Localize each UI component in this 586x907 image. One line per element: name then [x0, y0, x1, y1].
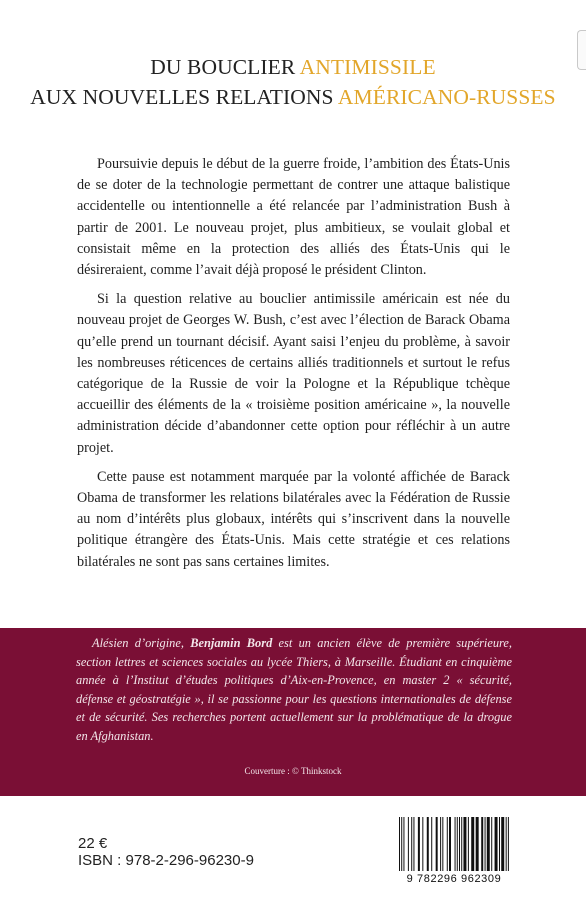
- barcode-bar: [481, 817, 483, 871]
- bio-text: est un ancien élève de première supérieure, section lettres et sciences sociales au lycée Thiers, à Marseille. Étudiant en cinquième année à l’Institut d’études politiques d’Aix-en-Provence, en master 2 « sécurité, défense et géostratégie », il se passionne pour les questions internationales de défense et de sécurité. Ses recherches portent actuellement sur la problématique de la drogue en Afghanistan.: [76, 636, 512, 743]
- barcode-bar: [457, 817, 458, 871]
- barcode-bar: [487, 817, 490, 871]
- title-line-2-accent: AMÉRICANO-RUSSES: [337, 85, 556, 109]
- barcode-bar: [455, 817, 456, 871]
- book-title: [0, 52, 586, 112]
- barcode-bar: [399, 817, 400, 871]
- title-line-2-plain: AUX NOUVELLES RELATIONS: [30, 85, 338, 109]
- barcode-bar: [401, 817, 402, 871]
- barcode-bar: [447, 817, 448, 871]
- barcode-bar: [449, 817, 451, 871]
- barcode-bar: [403, 817, 404, 871]
- barcode-bar: [422, 817, 423, 871]
- barcode-bar: [508, 817, 509, 871]
- barcode-digits: 9 782296 962309: [406, 873, 502, 885]
- barcode-bars: [399, 817, 509, 873]
- barcode-bar: [461, 817, 462, 871]
- barcode-bar: [468, 817, 469, 871]
- summary-paragraph: Cette pause est notamment marquée par la volonté affichée de Barack Obama de transformer les relations bilatérales avec la Fédération de Russie au nom d’intérêts plus globaux, intérêts qui s’inscrivent dans la nouvelle politique étrangère des États-Unis. Mais cette stratégie et ces relations bilatérales ne sont pas sans certaines limites.: [77, 468, 510, 570]
- barcode-bar: [436, 817, 438, 871]
- isbn: ISBN : 978-2-296-96230-9: [78, 852, 254, 869]
- title-line-1: [0, 52, 586, 82]
- price: 22 €: [78, 835, 108, 852]
- barcode-bar: [495, 817, 498, 871]
- author-bio: [76, 634, 512, 745]
- bio-lead: Alésien d’origine,: [92, 636, 191, 650]
- barcode: [394, 817, 514, 885]
- cover-credit: Couverture : © Thinkstock: [244, 766, 342, 776]
- barcode-bar: [431, 817, 432, 871]
- barcode-bar: [499, 817, 500, 871]
- barcode-bar: [463, 817, 466, 871]
- barcode-bar: [501, 817, 504, 871]
- title-line-1-plain: DU BOUCLIER: [150, 55, 300, 79]
- summary-text: [77, 154, 510, 581]
- barcode-bar: [485, 817, 486, 871]
- barcode-bar: [506, 817, 507, 871]
- title-line-2: [0, 82, 586, 112]
- author-name: Benjamin Bord: [190, 636, 273, 650]
- title-line-1-accent: ANTIMISSILE: [299, 55, 436, 79]
- barcode-bar: [418, 817, 420, 871]
- barcode-bar: [440, 817, 441, 871]
- barcode-bar: [427, 817, 429, 871]
- barcode-bar: [413, 817, 414, 871]
- summary-paragraph: Si la question relative au bouclier antimissile américain est née du nouveau projet de Georges W. Bush, c’est avec l’élection de Barack Obama qu’elle prend un tournant décisif. Ayant saisi l’enjeu du problème, à savoir les nombreuses réticences de certains alliés traditionnels et surtout le refus catégorique de la Russie de voir la Pologne et la République tchèque accueillir des éléments de la « troisième position américaine », la nouvelle administration décide d’abandonner cette option pour réfléchir à un autre projet.: [77, 291, 510, 456]
- barcode-bar: [471, 817, 474, 871]
- barcode-bar: [491, 817, 492, 871]
- barcode-bar: [408, 817, 409, 871]
- summary-paragraph: Poursuivie depuis le début de la guerre froide, l’ambition des États-Unis de se doter de la technologie permettant de contrer une attaque balistique accidentelle ou intentionnelle a été relancée par l’administration Bush à partir de 2001. Le nouveau projet, plus ambitieux, se voulait global et consistait même en la protection des alliés des États-Unis qui le désireraient, comme l’avait déjà proposé le président Clinton.: [77, 156, 510, 279]
- barcode-bar: [476, 817, 479, 871]
- barcode-bar: [442, 817, 443, 871]
- barcode-bar: [459, 817, 460, 871]
- barcode-bar: [411, 817, 412, 871]
